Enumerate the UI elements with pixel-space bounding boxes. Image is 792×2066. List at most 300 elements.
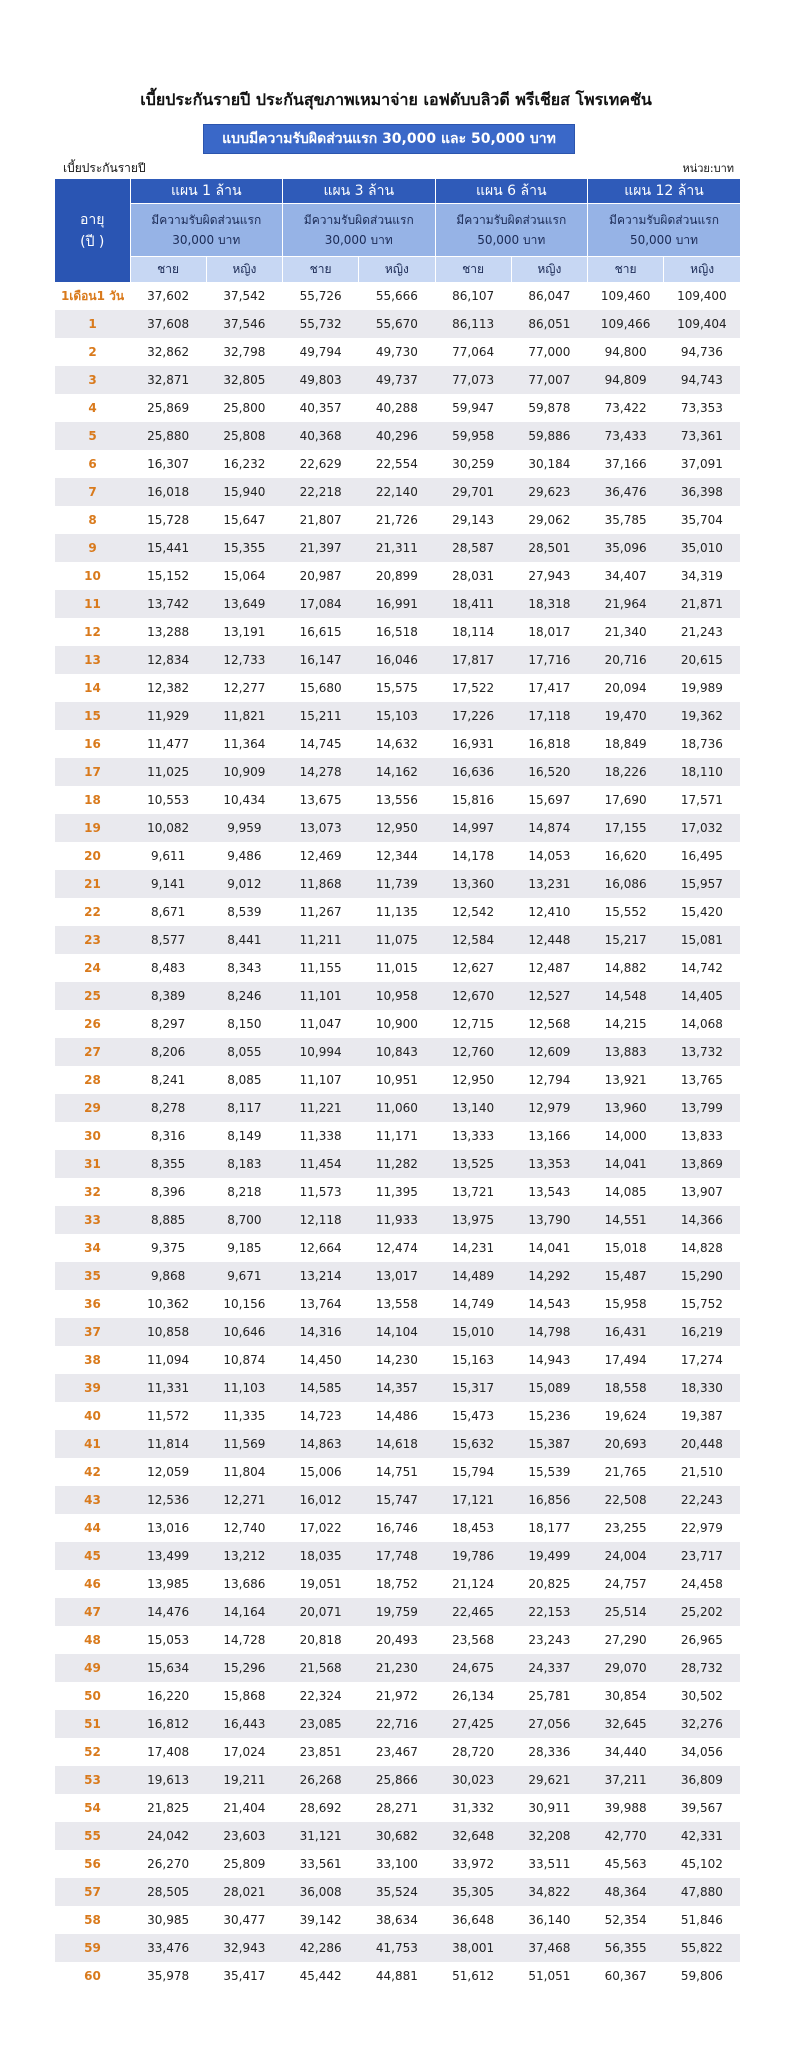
premium-cell-male: 12,950: [435, 1066, 511, 1094]
premium-cell-male: 32,871: [130, 366, 206, 394]
premium-cell-female: 28,271: [359, 1794, 435, 1822]
premium-cell-male: 19,470: [588, 702, 664, 730]
premium-cell-female: 13,017: [359, 1262, 435, 1290]
age-cell: 1: [55, 310, 130, 338]
premium-cell-female: 20,825: [511, 1570, 587, 1598]
premium-cell-male: 15,317: [435, 1374, 511, 1402]
table-row: [55, 1906, 740, 1934]
premium-cell-male: 11,454: [283, 1150, 359, 1178]
premium-cell-male: 20,094: [588, 674, 664, 702]
premium-cell-female: 30,682: [359, 1822, 435, 1850]
premium-cell-male: 14,231: [435, 1234, 511, 1262]
premium-cell-female: 32,276: [664, 1710, 740, 1738]
age-cell: 13: [55, 646, 130, 674]
premium-cell-female: 10,909: [206, 758, 282, 786]
premium-cell-male: 39,142: [283, 1906, 359, 1934]
premium-cell-male: 11,101: [283, 982, 359, 1010]
gender-header-male: ชาย: [588, 256, 664, 282]
premium-cell-female: 12,344: [359, 842, 435, 870]
age-cell: 49: [55, 1654, 130, 1682]
premium-cell-female: 18,318: [511, 590, 587, 618]
premium-cell-male: 14,215: [588, 1010, 664, 1038]
premium-cell-female: 14,632: [359, 730, 435, 758]
premium-cell-male: 13,525: [435, 1150, 511, 1178]
gender-header-male: ชาย: [130, 256, 206, 282]
premium-cell-male: 24,757: [588, 1570, 664, 1598]
premium-cell-female: 17,571: [664, 786, 740, 814]
premium-cell-male: 10,994: [283, 1038, 359, 1066]
premium-cell-female: 59,806: [664, 1962, 740, 1990]
table-row: [55, 1626, 740, 1654]
premium-cell-female: 49,737: [359, 366, 435, 394]
premium-cell-female: 12,609: [511, 1038, 587, 1066]
premium-cell-male: 17,522: [435, 674, 511, 702]
premium-cell-male: 29,701: [435, 478, 511, 506]
premium-cell-male: 30,259: [435, 450, 511, 478]
premium-cell-female: 15,647: [206, 506, 282, 534]
premium-cell-female: 21,726: [359, 506, 435, 534]
age-cell: 14: [55, 674, 130, 702]
premium-cell-male: 35,305: [435, 1878, 511, 1906]
table-row: [55, 982, 740, 1010]
premium-cell-male: 17,155: [588, 814, 664, 842]
age-cell: 6: [55, 450, 130, 478]
premium-cell-female: 27,943: [511, 562, 587, 590]
premium-cell-female: 19,211: [206, 1766, 282, 1794]
premium-cell-male: 22,324: [283, 1682, 359, 1710]
premium-cell-female: 8,246: [206, 982, 282, 1010]
premium-cell-female: 8,218: [206, 1178, 282, 1206]
table-row: [55, 506, 740, 534]
premium-cell-male: 19,051: [283, 1570, 359, 1598]
premium-cell-female: 10,646: [206, 1318, 282, 1346]
premium-cell-male: 29,143: [435, 506, 511, 534]
premium-cell-male: 18,226: [588, 758, 664, 786]
premium-cell-female: 18,177: [511, 1514, 587, 1542]
table-row: [55, 1934, 740, 1962]
premium-cell-female: 16,518: [359, 618, 435, 646]
premium-cell-female: 55,822: [664, 1934, 740, 1962]
premium-cell-female: 12,410: [511, 898, 587, 926]
premium-cell-female: 13,558: [359, 1290, 435, 1318]
premium-cell-male: 12,059: [130, 1458, 206, 1486]
premium-cell-male: 37,602: [130, 282, 206, 310]
premium-cell-female: 38,634: [359, 1906, 435, 1934]
premium-cell-female: 29,623: [511, 478, 587, 506]
premium-cell-male: 13,333: [435, 1122, 511, 1150]
premium-cell-female: 12,487: [511, 954, 587, 982]
premium-cell-male: 42,286: [283, 1934, 359, 1962]
premium-cell-female: 10,843: [359, 1038, 435, 1066]
premium-cell-male: 36,476: [588, 478, 664, 506]
premium-cell-male: 15,680: [283, 674, 359, 702]
premium-cell-female: 36,398: [664, 478, 740, 506]
premium-cell-female: 11,282: [359, 1150, 435, 1178]
premium-cell-female: 12,733: [206, 646, 282, 674]
premium-cell-male: 60,367: [588, 1962, 664, 1990]
age-cell: 1เดือน1 วัน: [55, 282, 130, 310]
premium-cell-male: 36,008: [283, 1878, 359, 1906]
age-cell: 47: [55, 1598, 130, 1626]
premium-cell-male: 16,086: [588, 870, 664, 898]
premium-cell-male: 16,018: [130, 478, 206, 506]
age-cell: 34: [55, 1234, 130, 1262]
premium-cell-female: 13,166: [511, 1122, 587, 1150]
premium-cell-female: 28,021: [206, 1878, 282, 1906]
premium-cell-female: 15,575: [359, 674, 435, 702]
premium-cell-male: 12,469: [283, 842, 359, 870]
premium-cell-female: 11,060: [359, 1094, 435, 1122]
premium-cell-female: 19,499: [511, 1542, 587, 1570]
premium-cell-male: 23,568: [435, 1626, 511, 1654]
premium-cell-female: 12,448: [511, 926, 587, 954]
premium-cell-female: 16,232: [206, 450, 282, 478]
age-cell: 4: [55, 394, 130, 422]
age-cell: 17: [55, 758, 130, 786]
age-cell: 19: [55, 814, 130, 842]
premium-cell-female: 16,520: [511, 758, 587, 786]
premium-cell-female: 25,202: [664, 1598, 740, 1626]
table-row: [55, 1458, 740, 1486]
premium-cell-female: 13,907: [664, 1178, 740, 1206]
premium-cell-female: 14,486: [359, 1402, 435, 1430]
premium-cell-male: 37,608: [130, 310, 206, 338]
premium-cell-male: 18,453: [435, 1514, 511, 1542]
deductible-amount: 50,000 บาท: [629, 232, 699, 247]
table-row: [55, 1066, 740, 1094]
plan-header-3m: แผน 3 ล้าน: [283, 179, 436, 203]
premium-cell-female: 15,103: [359, 702, 435, 730]
premium-cell-female: 13,790: [511, 1206, 587, 1234]
premium-cell-female: 17,118: [511, 702, 587, 730]
premium-cell-male: 29,070: [588, 1654, 664, 1682]
premium-cell-male: 25,869: [130, 394, 206, 422]
premium-cell-female: 23,467: [359, 1738, 435, 1766]
premium-cell-male: 12,760: [435, 1038, 511, 1066]
premium-cell-male: 21,568: [283, 1654, 359, 1682]
premium-cell-female: 28,336: [511, 1738, 587, 1766]
premium-cell-female: 15,064: [206, 562, 282, 590]
table-row: [55, 450, 740, 478]
premium-cell-female: 9,012: [206, 870, 282, 898]
premium-cell-male: 31,332: [435, 1794, 511, 1822]
premium-cell-female: 30,184: [511, 450, 587, 478]
age-cell: 31: [55, 1150, 130, 1178]
premium-cell-male: 28,587: [435, 534, 511, 562]
table-row: [55, 646, 740, 674]
premium-cell-female: 8,117: [206, 1094, 282, 1122]
premium-cell-male: 12,542: [435, 898, 511, 926]
premium-cell-male: 73,422: [588, 394, 664, 422]
premium-cell-male: 11,025: [130, 758, 206, 786]
premium-cell-male: 15,053: [130, 1626, 206, 1654]
premium-cell-female: 35,417: [206, 1962, 282, 1990]
premium-cell-male: 49,803: [283, 366, 359, 394]
premium-cell-female: 42,331: [664, 1822, 740, 1850]
premium-cell-female: 45,102: [664, 1850, 740, 1878]
age-cell: 7: [55, 478, 130, 506]
premium-cell-male: 12,118: [283, 1206, 359, 1234]
age-cell: 41: [55, 1430, 130, 1458]
table-row: [55, 1402, 740, 1430]
premium-cell-male: 27,425: [435, 1710, 511, 1738]
premium-cell-female: 13,212: [206, 1542, 282, 1570]
premium-cell-male: 34,440: [588, 1738, 664, 1766]
premium-table: [55, 179, 740, 1990]
premium-cell-male: 45,442: [283, 1962, 359, 1990]
premium-cell-male: 77,064: [435, 338, 511, 366]
premium-cell-male: 13,675: [283, 786, 359, 814]
premium-cell-female: 13,869: [664, 1150, 740, 1178]
premium-cell-female: 13,231: [511, 870, 587, 898]
premium-cell-male: 30,854: [588, 1682, 664, 1710]
table-row: [55, 1262, 740, 1290]
age-cell: 55: [55, 1822, 130, 1850]
premium-cell-male: 51,612: [435, 1962, 511, 1990]
premium-cell-male: 40,368: [283, 422, 359, 450]
premium-cell-female: 8,183: [206, 1150, 282, 1178]
table-row: [55, 1178, 740, 1206]
age-cell: 5: [55, 422, 130, 450]
premium-cell-female: 16,818: [511, 730, 587, 758]
premium-cell-female: 16,746: [359, 1514, 435, 1542]
premium-cell-male: 14,489: [435, 1262, 511, 1290]
premium-cell-female: 12,794: [511, 1066, 587, 1094]
age-cell: 29: [55, 1094, 130, 1122]
premium-cell-male: 17,690: [588, 786, 664, 814]
premium-cell-male: 8,396: [130, 1178, 206, 1206]
premium-cell-male: 49,794: [283, 338, 359, 366]
premium-cell-male: 36,648: [435, 1906, 511, 1934]
premium-cell-male: 21,340: [588, 618, 664, 646]
premium-cell-female: 10,958: [359, 982, 435, 1010]
premium-cell-male: 12,382: [130, 674, 206, 702]
premium-cell-male: 17,817: [435, 646, 511, 674]
premium-cell-female: 20,493: [359, 1626, 435, 1654]
premium-cell-female: 22,243: [664, 1486, 740, 1514]
premium-cell-female: 8,085: [206, 1066, 282, 1094]
premium-cell-male: 26,134: [435, 1682, 511, 1710]
table-row: [55, 1542, 740, 1570]
age-cell: 43: [55, 1486, 130, 1514]
table-row: [55, 814, 740, 842]
premium-cell-female: 14,230: [359, 1346, 435, 1374]
premium-cell-male: 55,732: [283, 310, 359, 338]
table-row: [55, 1318, 740, 1346]
age-cell: 52: [55, 1738, 130, 1766]
deductible-header-1m: [130, 203, 283, 256]
premium-cell-male: 59,947: [435, 394, 511, 422]
premium-cell-male: 13,960: [588, 1094, 664, 1122]
premium-cell-male: 11,211: [283, 926, 359, 954]
premium-cell-male: 21,765: [588, 1458, 664, 1486]
age-cell: 16: [55, 730, 130, 758]
table-row: [55, 1122, 740, 1150]
age-cell: 23: [55, 926, 130, 954]
premium-cell-female: 15,539: [511, 1458, 587, 1486]
premium-cell-male: 33,561: [283, 1850, 359, 1878]
premium-cell-male: 17,121: [435, 1486, 511, 1514]
premium-cell-female: 16,219: [664, 1318, 740, 1346]
premium-cell-male: 9,868: [130, 1262, 206, 1290]
gender-header-female: หญิง: [511, 256, 587, 282]
premium-table-body: [55, 282, 740, 1990]
premium-cell-female: 26,965: [664, 1626, 740, 1654]
premium-cell-male: 14,882: [588, 954, 664, 982]
age-cell: 58: [55, 1906, 130, 1934]
premium-cell-male: 21,964: [588, 590, 664, 618]
premium-cell-male: 15,217: [588, 926, 664, 954]
premium-cell-male: 33,476: [130, 1934, 206, 1962]
premium-cell-male: 8,297: [130, 1010, 206, 1038]
premium-cell-male: 15,728: [130, 506, 206, 534]
premium-cell-male: 30,985: [130, 1906, 206, 1934]
premium-cell-female: 16,046: [359, 646, 435, 674]
premium-cell-female: 19,989: [664, 674, 740, 702]
premium-cell-female: 14,728: [206, 1626, 282, 1654]
age-cell: 8: [55, 506, 130, 534]
premium-cell-female: 11,821: [206, 702, 282, 730]
premium-cell-female: 20,615: [664, 646, 740, 674]
premium-cell-male: 28,505: [130, 1878, 206, 1906]
premium-cell-male: 15,018: [588, 1234, 664, 1262]
premium-cell-female: 37,091: [664, 450, 740, 478]
premium-cell-male: 52,354: [588, 1906, 664, 1934]
table-row: [55, 926, 740, 954]
age-cell: 12: [55, 618, 130, 646]
premium-cell-male: 14,476: [130, 1598, 206, 1626]
table-row: [55, 954, 740, 982]
premium-cell-male: 20,716: [588, 646, 664, 674]
premium-cell-male: 17,084: [283, 590, 359, 618]
premium-cell-male: 11,107: [283, 1066, 359, 1094]
premium-cell-female: 109,400: [664, 282, 740, 310]
premium-cell-male: 8,389: [130, 982, 206, 1010]
premium-cell-male: 14,997: [435, 814, 511, 842]
table-row: [55, 478, 740, 506]
table-row: [55, 282, 740, 310]
premium-cell-female: 11,171: [359, 1122, 435, 1150]
premium-cell-male: 11,155: [283, 954, 359, 982]
premium-cell-female: 14,041: [511, 1234, 587, 1262]
gender-header-female: หญิง: [359, 256, 435, 282]
premium-cell-female: 15,697: [511, 786, 587, 814]
premium-cell-male: 28,720: [435, 1738, 511, 1766]
premium-cell-female: 33,100: [359, 1850, 435, 1878]
table-row: [55, 1962, 740, 1990]
premium-cell-female: 13,686: [206, 1570, 282, 1598]
premium-cell-male: 11,868: [283, 870, 359, 898]
deductible-amount: 30,000 บาท: [324, 232, 393, 247]
table-row: [55, 1486, 740, 1514]
premium-cell-female: 25,866: [359, 1766, 435, 1794]
premium-cell-female: 8,150: [206, 1010, 282, 1038]
premium-cell-female: 17,024: [206, 1738, 282, 1766]
premium-cell-male: 23,851: [283, 1738, 359, 1766]
premium-cell-female: 18,017: [511, 618, 587, 646]
age-cell: 46: [55, 1570, 130, 1598]
premium-cell-female: 21,404: [206, 1794, 282, 1822]
premium-cell-male: 38,001: [435, 1934, 511, 1962]
premium-cell-male: 37,166: [588, 450, 664, 478]
table-row: [55, 898, 740, 926]
premium-cell-male: 24,042: [130, 1822, 206, 1850]
premium-cell-female: 37,468: [511, 1934, 587, 1962]
premium-cell-female: 19,759: [359, 1598, 435, 1626]
premium-cell-male: 14,316: [283, 1318, 359, 1346]
age-cell: 42: [55, 1458, 130, 1486]
premium-cell-female: 12,277: [206, 674, 282, 702]
premium-cell-female: 15,940: [206, 478, 282, 506]
premium-cell-male: 12,536: [130, 1486, 206, 1514]
premium-cell-female: 30,502: [664, 1682, 740, 1710]
premium-cell-male: 109,466: [588, 310, 664, 338]
premium-cell-male: 15,552: [588, 898, 664, 926]
premium-cell-female: 11,103: [206, 1374, 282, 1402]
premium-cell-male: 22,218: [283, 478, 359, 506]
premium-cell-male: 14,041: [588, 1150, 664, 1178]
premium-cell-male: 10,858: [130, 1318, 206, 1346]
premium-cell-female: 33,511: [511, 1850, 587, 1878]
gender-header-female: หญิง: [664, 256, 740, 282]
premium-cell-female: 39,567: [664, 1794, 740, 1822]
premium-cell-male: 35,978: [130, 1962, 206, 1990]
premium-cell-female: 14,874: [511, 814, 587, 842]
premium-cell-female: 14,357: [359, 1374, 435, 1402]
table-row: [55, 1150, 740, 1178]
age-cell: 2: [55, 338, 130, 366]
premium-cell-male: 17,408: [130, 1738, 206, 1766]
age-cell: 28: [55, 1066, 130, 1094]
table-row: [55, 562, 740, 590]
premium-cell-male: 20,693: [588, 1430, 664, 1458]
premium-cell-male: 31,121: [283, 1822, 359, 1850]
table-row: [55, 590, 740, 618]
table-row: [55, 786, 740, 814]
premium-cell-male: 15,441: [130, 534, 206, 562]
premium-cell-male: 13,360: [435, 870, 511, 898]
premium-cell-male: 73,433: [588, 422, 664, 450]
premium-cell-female: 23,243: [511, 1626, 587, 1654]
premium-cell-male: 8,316: [130, 1122, 206, 1150]
premium-cell-female: 14,068: [664, 1010, 740, 1038]
premium-cell-male: 86,113: [435, 310, 511, 338]
unit-caption: หน่วย:บาท: [682, 162, 734, 175]
premium-cell-male: 18,114: [435, 618, 511, 646]
annual-premium-caption: เบี้ยประกันรายปี: [63, 161, 146, 175]
age-cell: 15: [55, 702, 130, 730]
premium-cell-female: 13,191: [206, 618, 282, 646]
premium-cell-male: 13,016: [130, 1514, 206, 1542]
premium-cell-female: 94,736: [664, 338, 740, 366]
premium-cell-female: 13,649: [206, 590, 282, 618]
premium-cell-female: 21,871: [664, 590, 740, 618]
premium-cell-male: 12,715: [435, 1010, 511, 1038]
premium-cell-male: 20,071: [283, 1598, 359, 1626]
premium-cell-male: 33,972: [435, 1850, 511, 1878]
premium-cell-female: 41,753: [359, 1934, 435, 1962]
table-row: [55, 1654, 740, 1682]
premium-cell-female: 14,543: [511, 1290, 587, 1318]
premium-cell-male: 11,221: [283, 1094, 359, 1122]
premium-cell-male: 32,645: [588, 1710, 664, 1738]
premium-cell-male: 17,022: [283, 1514, 359, 1542]
premium-cell-male: 14,178: [435, 842, 511, 870]
premium-cell-male: 17,226: [435, 702, 511, 730]
table-row: [55, 1710, 740, 1738]
table-row: [55, 1346, 740, 1374]
table-row: [55, 1010, 740, 1038]
